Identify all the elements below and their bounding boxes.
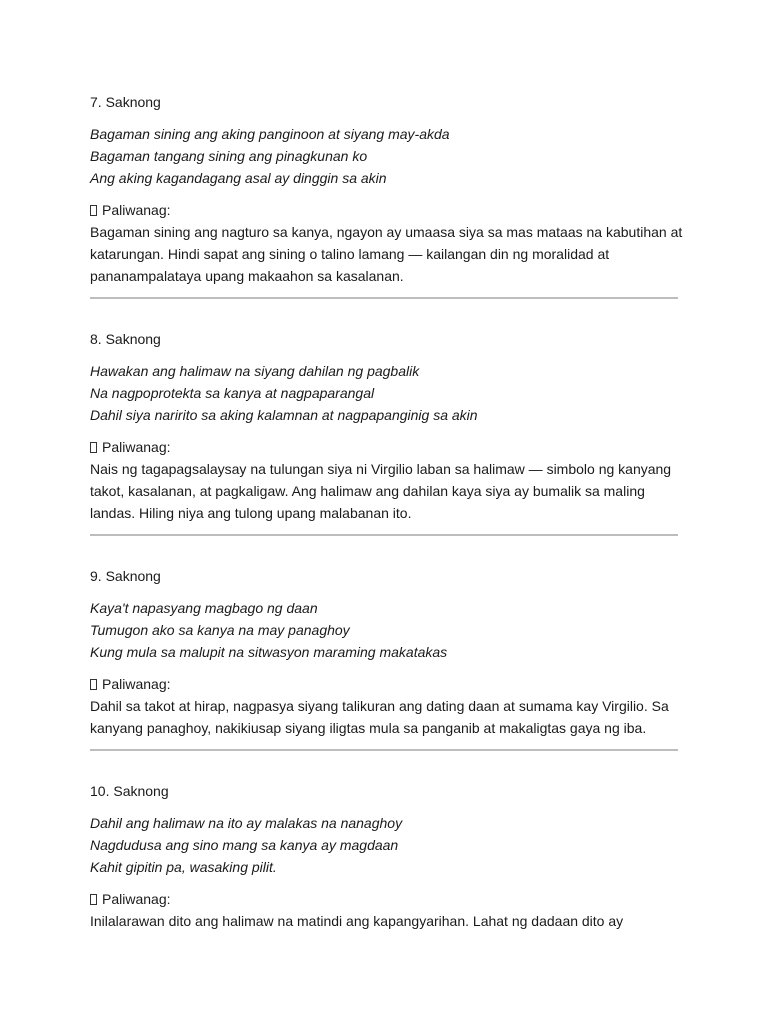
explanation-line: Bagaman sining ang nagturo sa kanya, ngayon ay umaasa siya sa mas mataas na kabutihan at: [90, 224, 683, 240]
stanza-line: Ang aking kagandagang asal ay dinggin sa akin: [90, 170, 387, 186]
explanation-line: landas. Hiling niya ang tulong upang malabanan ito.: [90, 505, 412, 521]
section-saknong-10: [90, 780, 678, 932]
explanation: [90, 221, 683, 287]
paliwanag-label: [90, 673, 678, 695]
placeholder-box-icon: [90, 442, 97, 453]
stanza-line: Dahil siya naririto sa aking kalamnan at nagpapanginig sa akin: [90, 407, 478, 423]
section-heading: 7. Saknong: [90, 94, 161, 110]
stanza-line: Na nagpoprotekta sa kanya at nagpaparangal: [90, 385, 375, 401]
stanza-line: Kung mula sa malupit na sitwasyon maraming makatakas: [90, 644, 448, 660]
section-heading: 8. Saknong: [90, 331, 161, 347]
paliwanag-label-text: Paliwanag:: [102, 891, 171, 907]
section-heading: 9. Saknong: [90, 568, 161, 584]
paliwanag-label: [90, 436, 678, 458]
explanation-line: Nais ng tagapagsalaysay na tulungan siya ni Virgilio laban sa halimaw — simbolo ng kanyang: [90, 461, 672, 477]
paliwanag-label-text: Paliwanag:: [102, 676, 171, 692]
explanation-line: pananampalataya upang makaahon sa kasalanan.: [90, 268, 404, 284]
explanation: [90, 695, 678, 739]
explanation-line: Inilalarawan dito ang halimaw na matindi ang kapangyarihan. Lahat ng dadaan dito ay: [90, 913, 624, 929]
stanza: [90, 812, 678, 878]
paliwanag-label-text: Paliwanag:: [102, 202, 171, 218]
placeholder-box-icon: [90, 894, 97, 905]
explanation: [90, 910, 678, 932]
paliwanag-label: [90, 888, 678, 910]
stanza-line: Tumugon ako sa kanya na may panaghoy: [90, 622, 350, 638]
explanation-line: katarungan. Hindi sapat ang sining o talino lamang — kailangan din ng moralidad at: [90, 246, 610, 262]
explanation-line: takot, kasalanan, at pagkaligaw. Ang halimaw ang dahilan kaya siya ay bumalik sa maling: [90, 483, 645, 499]
section-saknong-9: [90, 565, 678, 739]
stanza-line: Bagaman tangang sining ang pinagkunan ko: [90, 148, 368, 164]
explanation-line: Dahil sa takot at hirap, nagpasya siyang talikuran ang dating daan at sumama kay Virgilio. Sa: [90, 698, 669, 714]
paliwanag-label: [90, 199, 678, 221]
section-divider: [90, 297, 678, 299]
section-saknong-8: [90, 328, 678, 524]
explanation-line: kanyang panaghoy, nakikiusap siyang iligtas mula sa panganib at makaligtas gaya ng iba.: [90, 720, 647, 736]
section-saknong-7: [90, 91, 683, 287]
section-heading: 10. Saknong: [90, 783, 169, 799]
stanza-line: Bagaman sining ang aking panginoon at siyang may-akda: [90, 126, 450, 142]
stanza: [90, 360, 678, 426]
placeholder-box-icon: [90, 679, 97, 690]
stanza-line: Kahit gipitin pa, wasaking pilit.: [90, 859, 277, 875]
section-divider: [90, 534, 678, 536]
stanza-line: Kaya't napasyang magbago ng daan: [90, 600, 318, 616]
stanza-line: Dahil ang halimaw na ito ay malakas na nanaghoy: [90, 815, 403, 831]
stanza-line: Hawakan ang halimaw na siyang dahilan ng pagbalik: [90, 363, 420, 379]
paliwanag-label-text: Paliwanag:: [102, 439, 171, 455]
placeholder-box-icon: [90, 205, 97, 216]
stanza: [90, 123, 678, 189]
stanza-line: Nagdudusa ang sino mang sa kanya ay magdaan: [90, 837, 399, 853]
explanation: [90, 458, 678, 524]
stanza: [90, 597, 678, 663]
section-divider: [90, 749, 678, 751]
